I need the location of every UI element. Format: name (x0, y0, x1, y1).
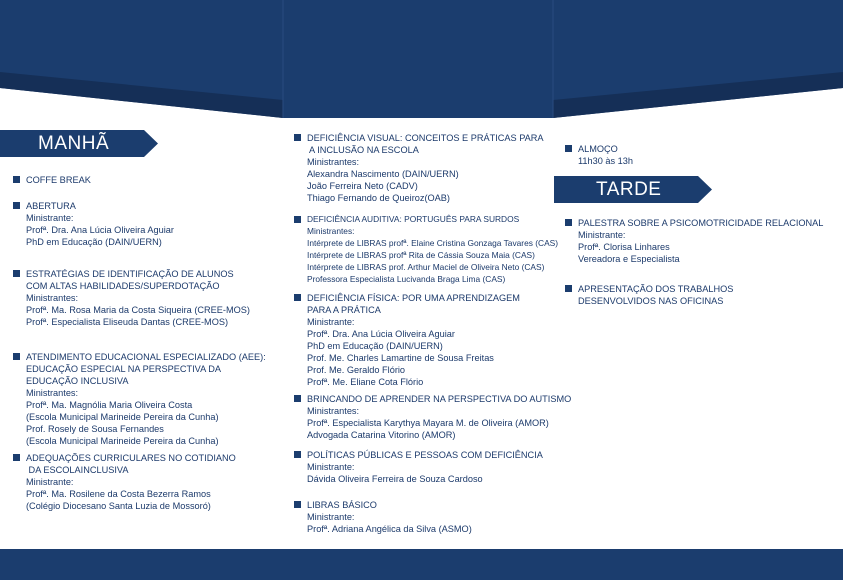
item-title: COFFE BREAK (26, 175, 91, 185)
item-line: Ministrante: (307, 512, 355, 522)
item-line: Ministrantes: (307, 157, 360, 167)
item-line: Profª. Clorisa Linhares (578, 242, 670, 252)
schedule-item-apresentacao (578, 283, 733, 307)
item-line: Ministrantes: (26, 293, 79, 303)
schedule-item-politicas-publicas (307, 449, 543, 485)
item-line: Profª. Especialista Eliseuda Dantas (CREE-MOS) (26, 317, 229, 327)
item-title: APRESENTAÇÃO DOS TRABALHOS (578, 284, 734, 294)
schedule-item-aee (26, 351, 266, 447)
item-line: Profª. Dra. Ana Lúcia Oliveira Aguiar (26, 225, 174, 235)
item-title: ADEQUAÇÕES CURRICULARES NO COTIDIANO (26, 453, 236, 463)
item-line: Intérprete de LIBRAS profª Rita de Cássia Souza Maia (CAS) (307, 249, 535, 260)
item-line: Ministrante: (578, 230, 626, 240)
item-line: Prof. Me. Geraldo Flório (307, 365, 406, 375)
item-line: Prof. Me. Charles Lamartine de Sousa Freitas (307, 353, 494, 363)
schedule-item-autismo (307, 393, 571, 441)
afternoon-title: TARDE (596, 179, 662, 200)
item-title: DA ESCOLAINCLUSIVA (26, 465, 129, 475)
schedule-item-deficiencia-visual (307, 132, 544, 204)
item-line: Thiago Fernando de Queiroz(OAB) (307, 193, 450, 203)
bullet-icon (294, 216, 301, 223)
item-line: PhD em Educação (DAIN/UERN) (26, 237, 162, 247)
item-line: Profª. Me. Eliane Cota Flório (307, 377, 424, 387)
item-title: PALESTRA SOBRE A PSICOMOTRICIDADE RELACIONAL (578, 218, 824, 228)
item-title: ATENDIMENTO EDUCACIONAL ESPECIALIZADO (AEE): (26, 352, 266, 362)
item-line: Alexandra Nascimento (DAIN/UERN) (307, 169, 459, 179)
schedule-item-almoco (578, 143, 633, 167)
bullet-icon (565, 145, 572, 152)
schedule-item-adequacoes (26, 452, 236, 512)
afternoon-banner (554, 176, 712, 203)
item-title: COM ALTAS HABILIDADES/SUPERDOTAÇÃO (26, 281, 220, 291)
bullet-icon (13, 353, 20, 360)
item-title: A INCLUSÃO NA ESCOLA (307, 145, 419, 155)
item-title: DEFICIÊNCIA AUDITIVA: PORTUGUÊS PARA SURDOS (307, 214, 520, 224)
item-line: Ministrantes: (307, 225, 355, 236)
item-line: (Escola Municipal Marineide Pereira da Cunha) (26, 412, 219, 422)
bullet-icon (565, 285, 572, 292)
bullet-icon (294, 501, 301, 508)
bullet-icon (13, 202, 20, 209)
header-band (0, 0, 843, 125)
item-line: Intérprete de LIBRAS prof. Arthur Maciel de Oliveira Neto (CAS) (307, 261, 545, 272)
item-line: Ministrante: (307, 317, 355, 327)
item-line: Advogada Catarina Vitorino (AMOR) (307, 430, 456, 440)
schedule-item-psicomotricidade (578, 217, 823, 265)
item-title: BRINCANDO DE APRENDER NA PERSPECTIVA DO AUTISMO (307, 394, 572, 404)
item-title: ESTRATÉGIAS DE IDENTIFICAÇÃO DE ALUNOS (26, 269, 234, 279)
item-line: Profª. Ma. Rosa Maria da Costa Siqueira (CREE-MOS) (26, 305, 250, 315)
item-line: Ministrante: (26, 477, 74, 487)
item-title: ALMOÇO (578, 144, 618, 154)
item-line: Profª. Adriana Angélica da Silva (ASMO) (307, 524, 472, 534)
item-title: DEFICIÊNCIA VISUAL: CONCEITOS E PRÁTICAS PARA (307, 133, 544, 143)
item-line: Profª. Especialista Karythya Mayara M. de Oliveira (AMOR) (307, 418, 549, 428)
schedule-item-deficiencia-fisica (307, 292, 520, 388)
bullet-icon (13, 454, 20, 461)
schedule-item-altas-habilidades (26, 268, 250, 328)
item-line: (Colégio Diocesano Santa Luzia de Mossoró) (26, 501, 211, 511)
item-line: Profª. Ma. Magnólia Maria Oliveira Costa (26, 400, 193, 410)
morning-title: MANHÃ (38, 133, 110, 154)
item-line: Profª. Ma. Rosilene da Costa Bezerra Ramos (26, 489, 211, 499)
bullet-icon (294, 451, 301, 458)
item-title: POLÍTICAS PÚBLICAS E PESSOAS COM DEFICIÊNCIA (307, 450, 543, 460)
bullet-icon (294, 294, 301, 301)
item-title: EDUCAÇÃO ESPECIAL NA PERSPECTIVA DA (26, 364, 222, 374)
item-line: Intérprete de LIBRAS profª. Elaine Cristina Gonzaga Tavares (CAS) (307, 237, 559, 248)
item-line: João Ferreira Neto (CADV) (307, 181, 418, 191)
item-line: (Escola Municipal Marineide Pereira da Cunha) (26, 436, 219, 446)
item-title: DESENVOLVIDOS NAS OFICINAS (578, 296, 724, 306)
item-line: Ministrantes: (307, 406, 360, 416)
schedule-item-coffee-break (26, 174, 91, 186)
item-line: Ministrantes: (26, 388, 79, 398)
schedule-item-deficiencia-auditiva (307, 214, 558, 285)
item-title: ABERTURA (26, 201, 76, 211)
item-line: 11h30 às 13h (578, 156, 634, 166)
item-title: EDUCAÇÃO INCLUSIVA (26, 376, 129, 386)
bullet-icon (13, 270, 20, 277)
morning-banner (0, 130, 158, 157)
item-title: DEFICIÊNCIA FÍSICA: POR UMA APRENDIZAGEM (307, 293, 520, 303)
footer-band (0, 549, 843, 580)
item-line: Ministrante: (307, 462, 355, 472)
bullet-icon (294, 134, 301, 141)
item-line: PhD em Educação (DAIN/UERN) (307, 341, 443, 351)
item-line: Professora Especialista Lucivanda Braga Lima (CAS) (307, 273, 506, 284)
bullet-icon (294, 395, 301, 402)
item-line: Profª. Dra. Ana Lúcia Oliveira Aguiar (307, 329, 455, 339)
item-line: Prof. Rosely de Sousa Fernandes (26, 424, 164, 434)
schedule-item-abertura (26, 200, 174, 248)
item-line: Ministrante: (26, 213, 74, 223)
bullet-icon (565, 219, 572, 226)
item-line: Vereadora e Especialista (578, 254, 680, 264)
schedule-item-libras-basico (307, 499, 472, 535)
item-line: Dávida Oliveira Ferreira de Souza Cardoso (307, 474, 483, 484)
bullet-icon (13, 176, 20, 183)
item-title: LIBRAS BÁSICO (307, 500, 377, 510)
item-title: PARA A PRÁTICA (307, 305, 381, 315)
